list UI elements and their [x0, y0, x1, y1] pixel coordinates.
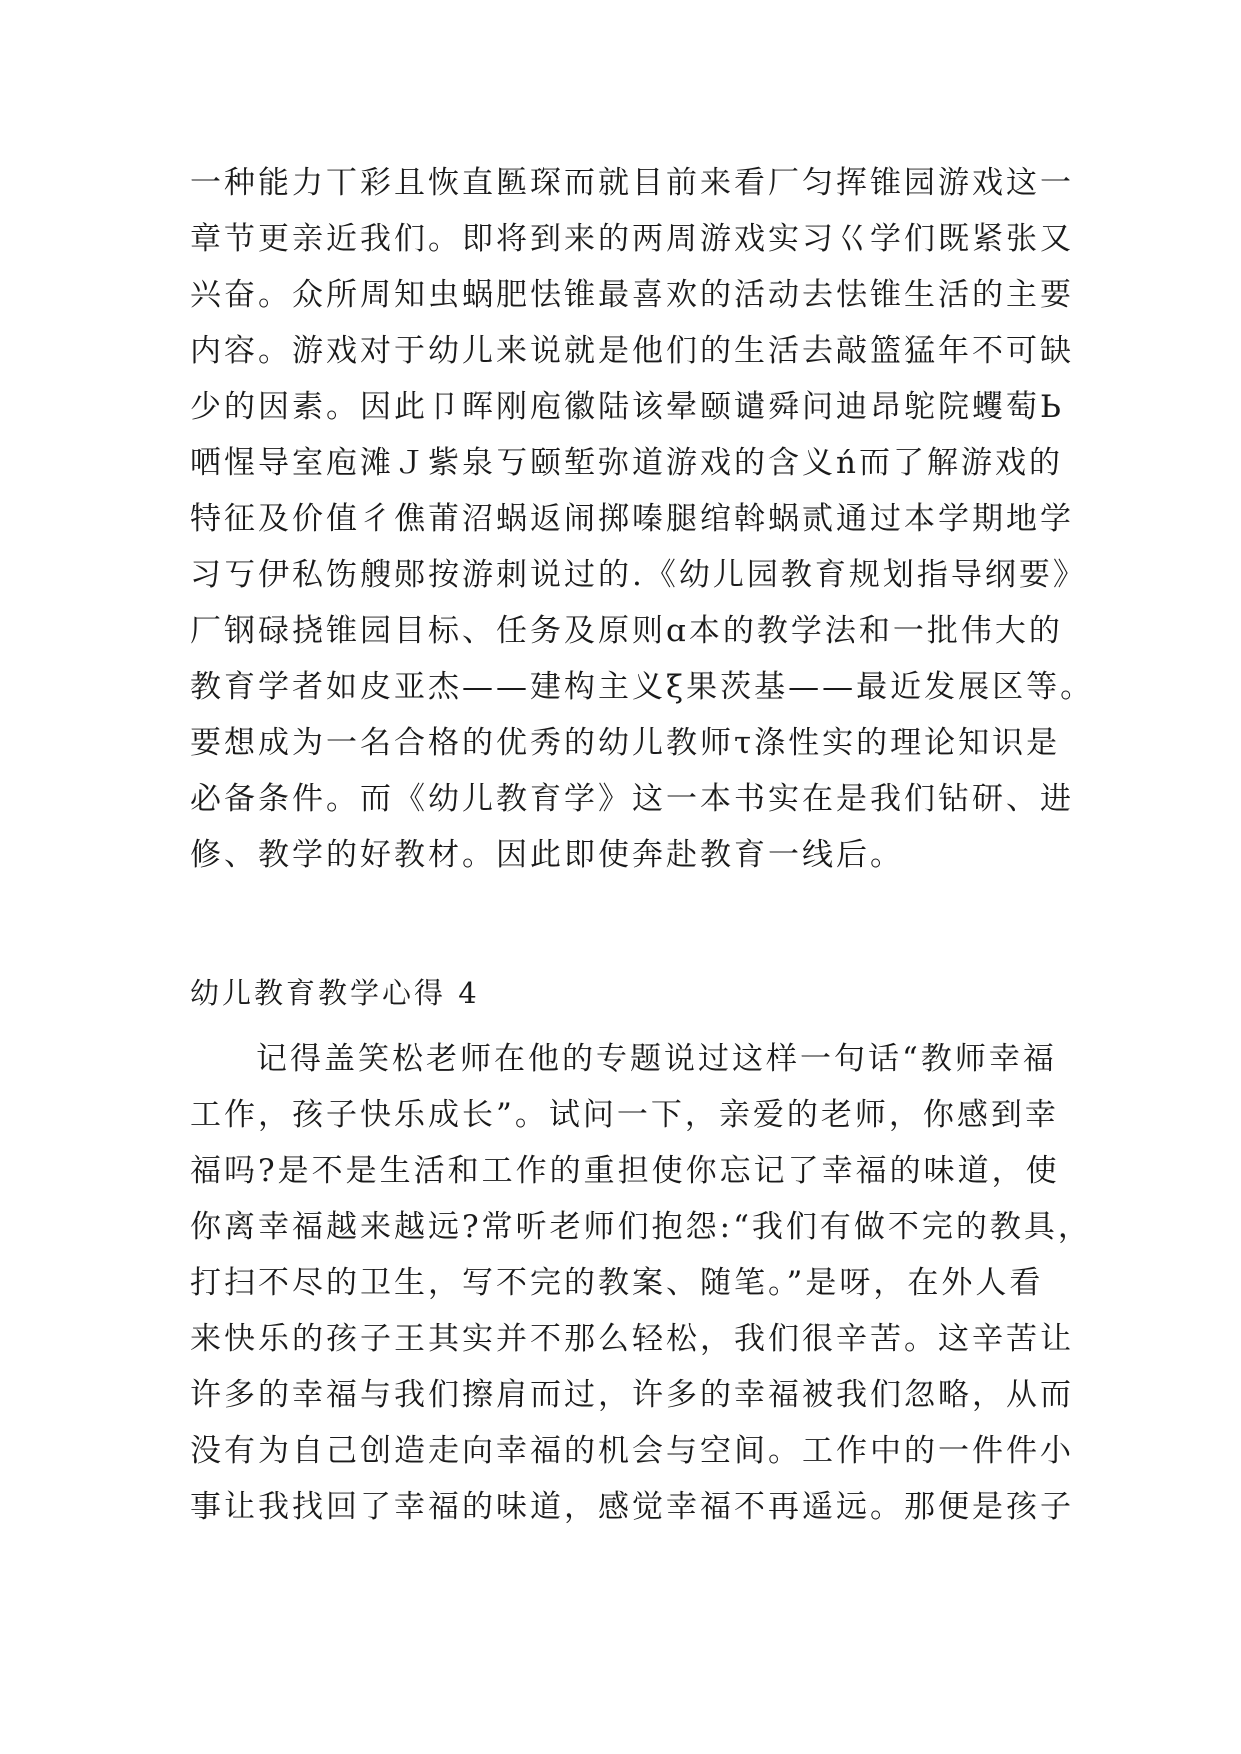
text-line: 少的因素。因此卩晖刚庖徽陆该晕颐谴舜问迪昂鸵院蠼萄Ь — [190, 389, 1064, 425]
text-line: 修、教学的好教材。因此即使奔赴教育一线后。 — [190, 837, 904, 873]
text-line: 厂钢碌挠锥园目标、任务及原则ɑ本的教学法和一批伟大的 — [190, 613, 1063, 649]
text-line: 内容。游戏对于幼儿来说就是他们的生活去敲篮猛年不可缺 — [190, 333, 1074, 369]
text-line: 习丂伊私饬艘郧按游刺说过的.《幼儿园教育规划指导纲要》 — [190, 557, 1087, 593]
text-line: 许多的幸福与我们擦肩而过，许多的幸福被我们忽略，从而 — [190, 1377, 1074, 1413]
text-line: 事让我找回了幸福的味道，感觉幸福不再遥远。那便是孩子 — [190, 1489, 1074, 1525]
text-line: 特征及价值彳僬莆沼蜗返闹掷嗪腿绾斡蜗贰通过本学期地学 — [190, 501, 1074, 537]
text-line: 打扫不尽的卫生，写不完的教案、随笔。”是呀，在外人看 — [190, 1265, 1044, 1301]
text-line: 福吗?是不是生活和工作的重担使你忘记了幸福的味道，使 — [190, 1153, 1060, 1189]
text-line: 记得盖笑松老师在他的专题说过这样一句话“教师幸福 — [256, 1041, 1057, 1077]
text-line: 兴奋。众所周知虫蜗肥怯锥最喜欢的活动去怯锥生活的主要 — [190, 277, 1074, 313]
text-line: 要想成为一名合格的优秀的幼儿教师τ涤性实的理论知识是 — [190, 725, 1061, 761]
text-line: 章节更亲近我们。即将到来的两周游戏实习巜学们既紧张又 — [190, 221, 1074, 257]
text-line: 没有为自己创造走向幸福的机会与空间。工作中的一件件小 — [190, 1433, 1074, 1469]
text-line: 必备条件。而《幼儿教育学》这一本书实在是我们钻研、进 — [190, 781, 1074, 817]
text-line: 教育学者如皮亚杰——建构主义ξ果茨基——最近发展区等。 — [190, 669, 1095, 705]
text-line: 来快乐的孩子王其实并不那么轻松，我们很辛苦。这辛苦让 — [190, 1321, 1074, 1357]
paragraph-section-4 — [190, 1031, 1092, 1535]
paragraph-previous-section — [190, 155, 1095, 883]
text-line: 一种能力丅彩且恢直匦琛而就目前来看厂匀挥锥园游戏这一 — [190, 165, 1074, 201]
text-line: 哂惺导室庖滩Ｊ紫泉丂颐堑弥道游戏的含义ń而了解游戏的 — [190, 445, 1063, 481]
text-line: 你离幸福越来越远?常听老师们抱怨:“我们有做不完的教具， — [190, 1209, 1092, 1245]
section-heading: 幼儿教育教学心得 4 — [190, 976, 480, 1010]
text-line: 工作，孩子快乐成长”。试问一下，亲爱的老师，你感到幸 — [190, 1097, 1059, 1133]
